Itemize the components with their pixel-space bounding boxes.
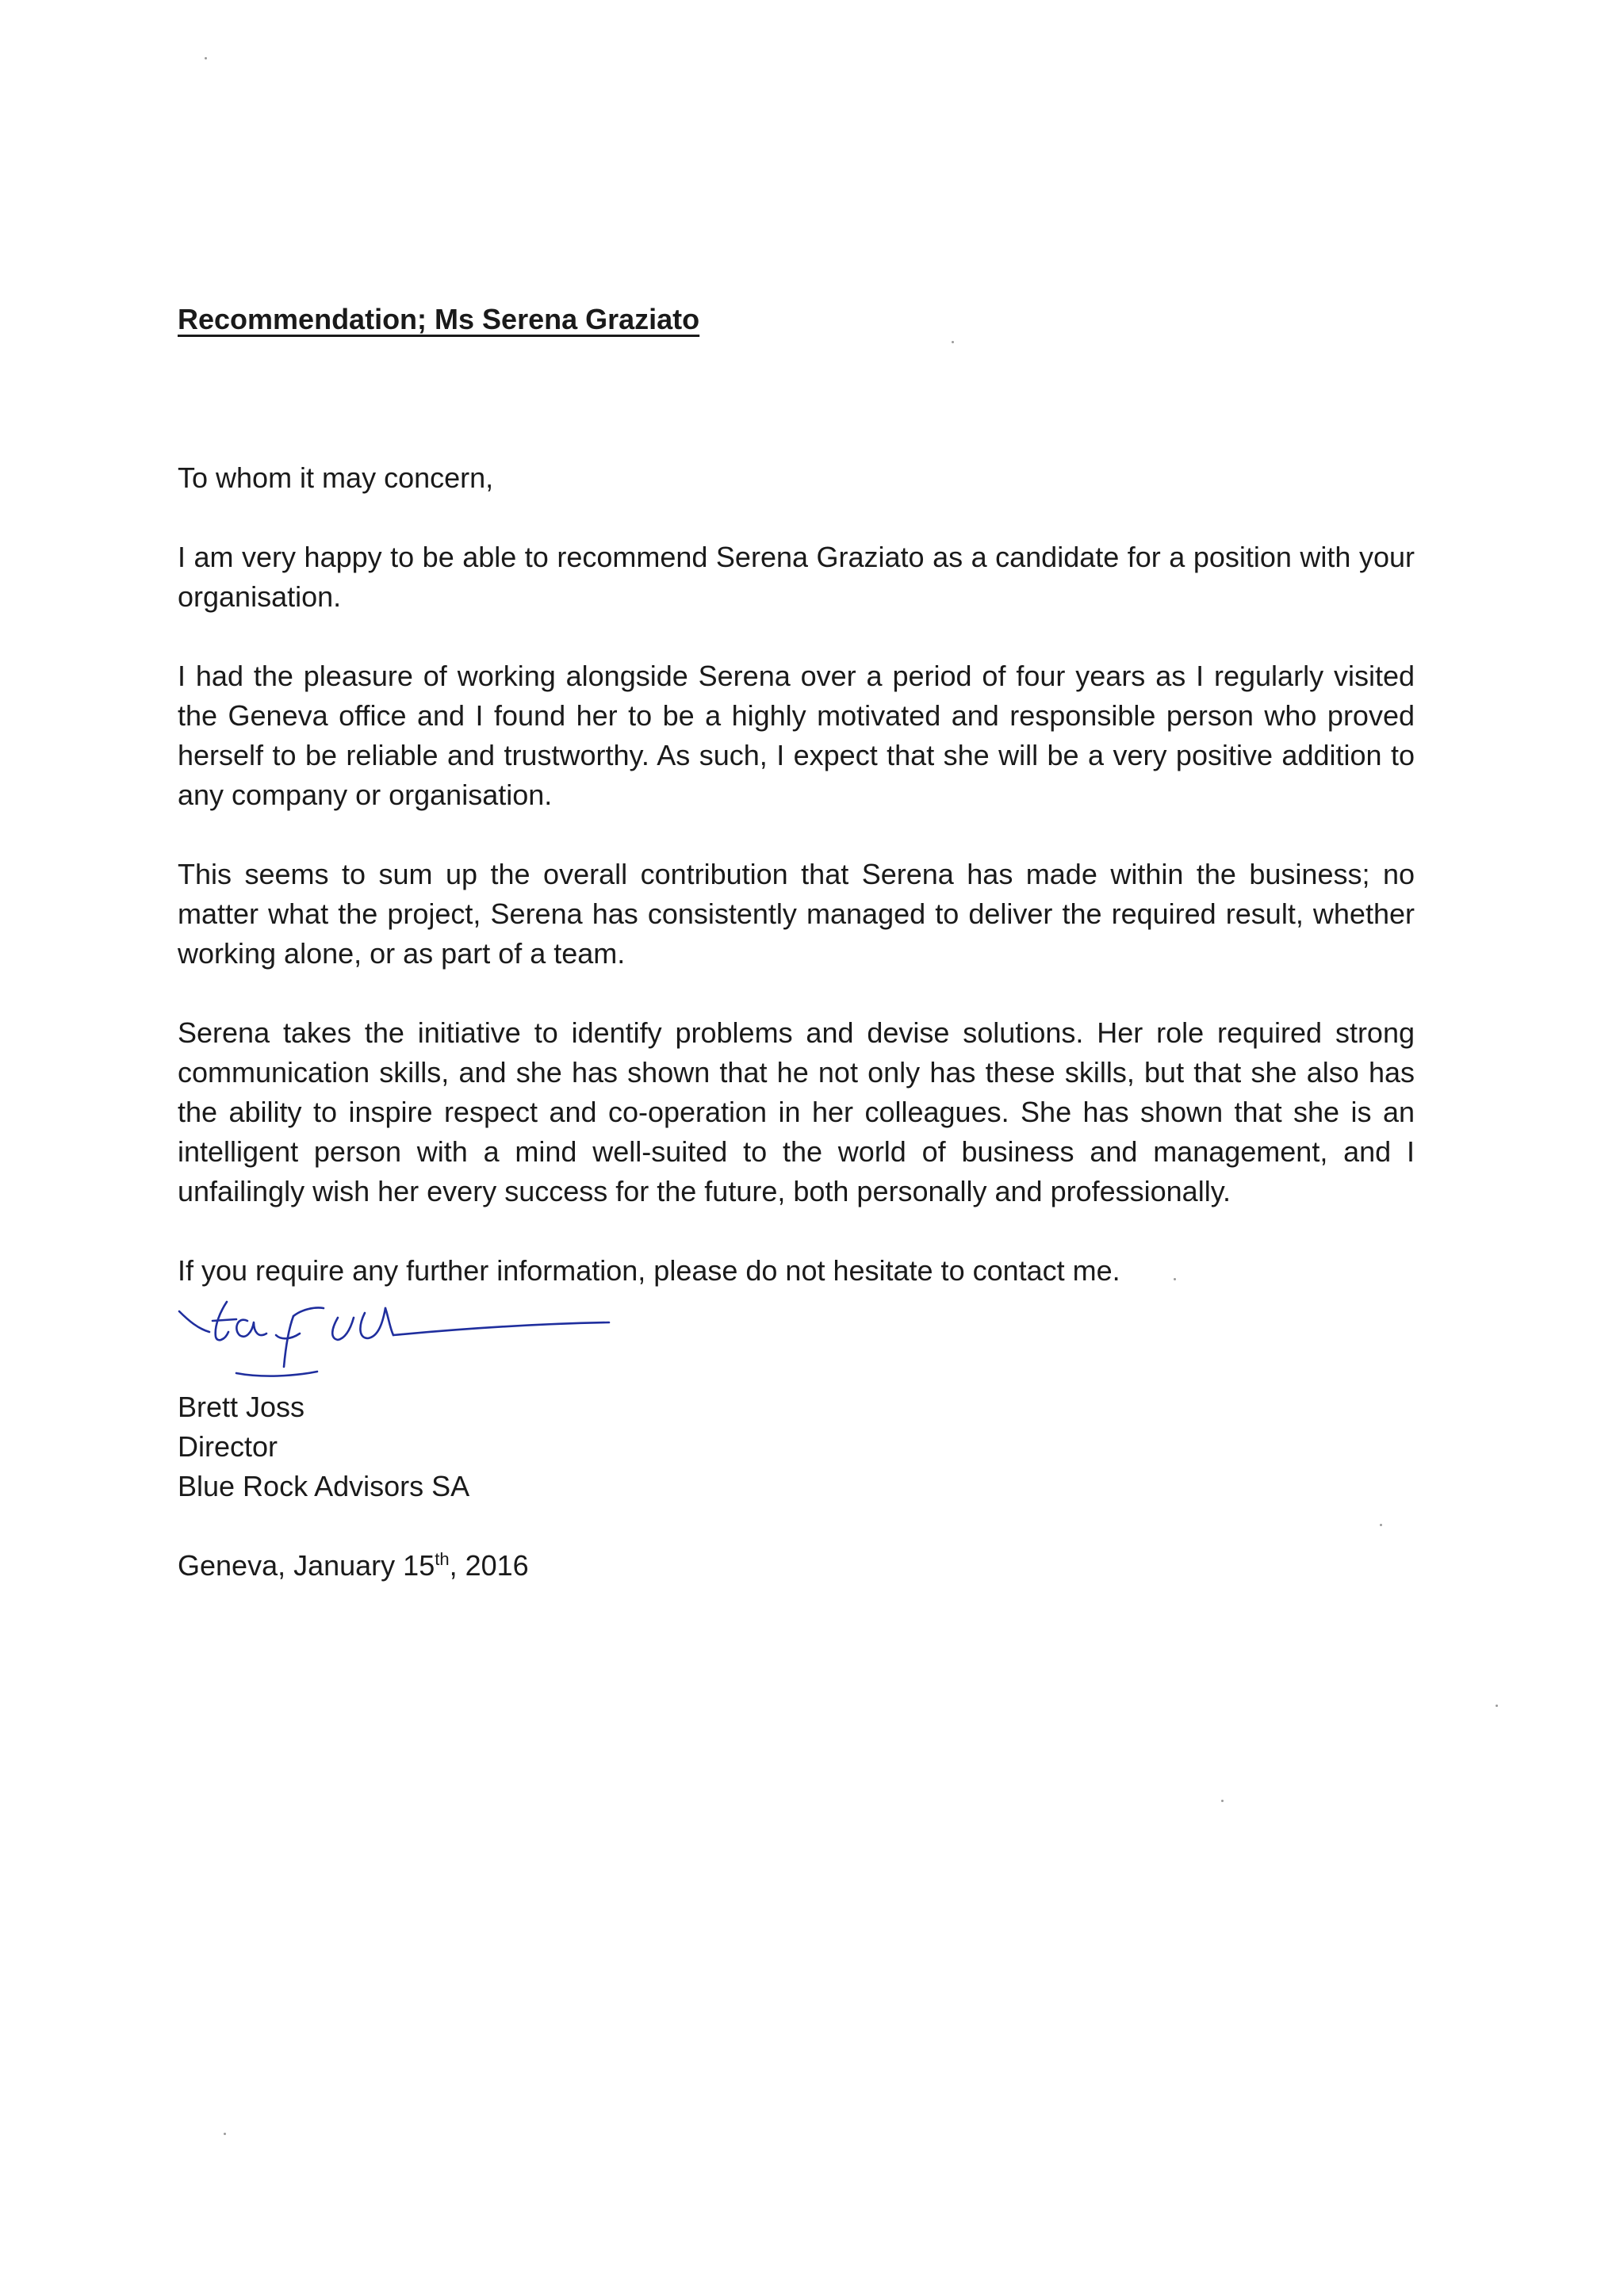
scan-speck xyxy=(205,57,207,59)
signer-company: Blue Rock Advisors SA xyxy=(178,1470,470,1502)
date-rest: , 2016 xyxy=(449,1549,529,1582)
date-prefix: Geneva, January 15 xyxy=(178,1549,435,1582)
closing-line: If you require any further information, please do not hesitate to contact me. xyxy=(178,1254,1120,1287)
date-ordinal-suffix: th xyxy=(435,1549,450,1569)
paragraph-4: Serena takes the initiative to identify problems and devise solutions. Her role required strong communication skills, and she has shown that he not only has these skills, but that she also has the ability to inspire respect and co-operation in her colleagues. She has shown that she is an intelligent person with a mind well-suited to the world of business and management, and I unfailingly wish her every success for the future, both personally and professionally. xyxy=(178,1016,1415,1207)
letter-body xyxy=(178,300,1415,1586)
signature-drawing xyxy=(174,1294,619,1387)
scan-speck xyxy=(1221,1800,1224,1802)
paragraph-3: This seems to sum up the overall contribution that Serena has made within the business; no matter what the project, Serena has consistently managed to deliver the required result, whether working alone, or as part of a team. xyxy=(178,858,1415,970)
letter-date xyxy=(178,1546,1415,1586)
signer-title: Director xyxy=(178,1430,278,1463)
paragraph-2: I had the pleasure of working alongside Serena over a period of four years as I regularly visited the Geneva office and I found her to be a highly motivated and responsible person who proved herself to be reliable and trustworthy. As such, I expect that she will be a very positive addition to any company or organisation. xyxy=(178,660,1415,811)
scan-speck xyxy=(224,2133,226,2135)
letter-heading: Recommendation; Ms Serena Graziato xyxy=(178,303,700,335)
signer-block xyxy=(178,1387,1415,1506)
salutation: To whom it may concern, xyxy=(178,461,494,494)
signature-icon xyxy=(178,1294,622,1387)
scan-speck xyxy=(1496,1705,1498,1707)
signer-name: Brett Joss xyxy=(178,1391,305,1423)
paragraph-1: I am very happy to be able to recommend Serena Graziato as a candidate for a position with your organisation. xyxy=(178,541,1415,613)
